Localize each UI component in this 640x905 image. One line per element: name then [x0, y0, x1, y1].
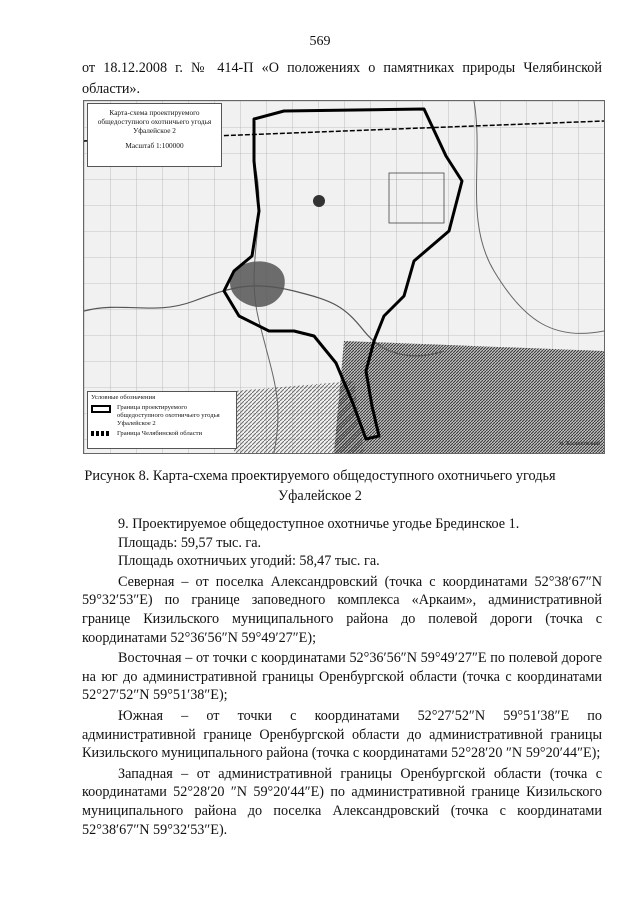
boundary-west: Западная – от административной границы Оренбургской области (точка с координатами 52°28′20 ″N 59°20′44″E) по административной границе Кизильского муниципального района до поселка Александровский (точка с координатами 52°38′67″N 59°32′53″E). [82, 765, 602, 838]
boundary-north: Северная – от поселка Александровский (точка с координатами 52°38′67″N 59°32′53″E) по границе заповедного комплекса «Аркаим», административной границе Кизильского муниципального района до полевой дороги (точка с координатами 52°36′56″N 59°49′27″E); [82, 573, 602, 646]
boundary-east: Восточная – от точки с координатами 52°36′56″N 59°49′27″E по полевой дороге на юг до административной границы Оренбургской области (точка с координатами 52°27′52″N 59°51′38″E); [82, 650, 602, 704]
legend-item [91, 404, 233, 428]
body-text [82, 515, 602, 839]
item-title: 9. Проектируемое общедоступное охотничье угодье Брединское 1. [118, 516, 520, 532]
map-title: Карта-схема проектируемого общедоступного охотничьего угодья Уфалейское 2 [97, 108, 212, 135]
grid-block [389, 173, 444, 223]
legend-item-label: Граница Челябинской области [117, 430, 203, 437]
map-legend [87, 391, 237, 449]
hunting-area: Площадь охотничьих угодий: 58,47 тыс. га. [118, 553, 380, 570]
intro-text: от 18.12.2008 г. № 414-П «О положениях о памятниках природы Челябинской области». [82, 60, 602, 97]
area: Площадь: 59,57 тыс. га. [118, 534, 262, 551]
lake [313, 195, 325, 207]
boundary-swatch-icon [91, 405, 111, 413]
figure-caption [0, 466, 640, 506]
map-title-box [87, 103, 222, 167]
region-swatch-icon [91, 431, 111, 436]
map-scale: Масштаб 1:100000 [125, 141, 184, 150]
caption-line: Уфалейское 2 [278, 488, 362, 504]
caption-line: Рисунок 8. Карта-схема проектируемого общедоступного охотничьего угодья [84, 468, 556, 484]
boundary-south: Южная – от точки с координатами 52°27′52″N 59°51′38″E по административной границе Оренбургской области до административной границы Кизильского муниципального района (точка с координатами 52°28′20 ″N 59°20′44″E); [82, 707, 602, 762]
legend-title: Условные обозначения [91, 394, 156, 401]
page-number: 569 [309, 34, 331, 49]
terrain-southwest [234, 381, 364, 453]
legend-item [91, 430, 233, 438]
map-corner-label: м. Калиновский [559, 441, 600, 447]
map-figure [83, 100, 605, 454]
legend-item-label: Граница проектируемого общедоступного охотничьего угодья Уфалейское 2 [117, 404, 220, 427]
